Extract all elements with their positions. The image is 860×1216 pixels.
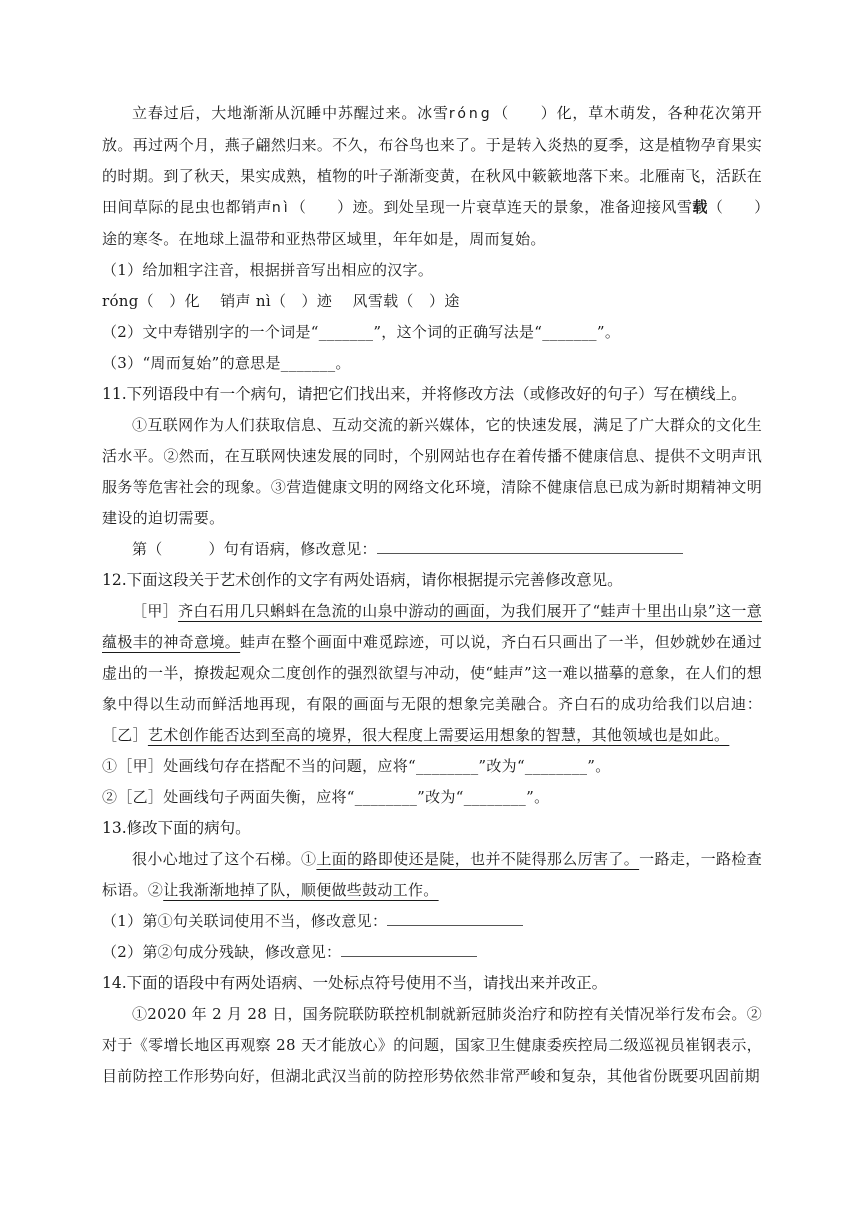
q10-sub3: （3）“周而复始”的意思是_______。 bbox=[102, 354, 351, 372]
q13-passage-start: 很小心地过了这个石梯。① bbox=[132, 850, 317, 868]
q12-answer-1: ①［甲］处画线句存在搭配不当的问题，应将“________”改为“________”。 bbox=[102, 757, 611, 775]
q11-title: 11.下列语段中有一个病句，请把它们找出来，并将修改方法（或修改好的句子）写在横线上。 bbox=[102, 385, 747, 403]
q10-sub1-answers: róng（ ）化 销声 nì（ ）迹 风雪载（ ）途 bbox=[102, 292, 460, 310]
q10-sub2: （2）文中寿错别字的一个词是“_______”，这个词的正确写法是“_______”。 bbox=[102, 323, 621, 341]
document-content bbox=[102, 98, 762, 1092]
q12-title: 12.下面这段关于艺术创作的文字有两处语病，请你根据提示完善修改意见。 bbox=[102, 571, 623, 589]
q12-jia-label: ［甲］ bbox=[132, 602, 179, 620]
bold-char-zai: 载 bbox=[692, 198, 708, 216]
q13-title: 13.修改下面的病句。 bbox=[102, 819, 251, 837]
passage-10 bbox=[102, 98, 762, 255]
pinyin-ni: nì bbox=[271, 200, 291, 216]
q10-sub1: （1）给加粗字注音，根据拼音写出相应的汉字。 bbox=[102, 261, 434, 279]
q11-passage: ①互联网作为人们获取信息、互动交流的新兴媒体，它的快速发展，满足了广大群众的文化生活水平。②然而，在互联网快速发展的同时，个别网站也存在着传播不健康信息、提供不文明声讯服务等危害社会的现象。③营造健康文明的网络文化环境，清除不健康信息已成为新时期精神文明建设的迫切需要。 bbox=[102, 416, 762, 527]
q13-passage-mid: 一路走，一路检查标语。② bbox=[102, 850, 762, 899]
q13-sub2 bbox=[102, 937, 762, 968]
q12-jia-sentence: 齐白石用几只蝌蚪在急流的山泉中游动的画面，为我们展开了“蛙声十里出山泉”这一意蕴极丰的神奇意境。 bbox=[102, 602, 763, 651]
q11-answer-line[interactable] bbox=[377, 537, 683, 554]
q13-sub2-label: （2）第②句成分残缺，修改意见： bbox=[102, 943, 342, 961]
q13-passage bbox=[102, 844, 762, 906]
q12-middle: 蛙声在整个画面中难觅踪迹，可以说，齐白石只画出了一半，但妙就妙在通过虚出的一半，撩拨起观众二度创作的强烈欲望与冲动，使“蛙声”这一难以描摹的意象，在人们的想象中得以生动而鲜活地再现，有限的画面与无限的想象完美融合。齐白石的成功给我们以启迪： bbox=[102, 633, 762, 713]
passage-10-text-d: （ ）途的寒冬。在地球上温带和亚热带区域里，年年如是，周而复始。 bbox=[102, 198, 762, 248]
q13-sub2-answer-line[interactable] bbox=[341, 940, 477, 957]
passage-10-text-c: （ ）迹。到处呈现一片衰草连天的景象，准备迎接风雪 bbox=[290, 198, 693, 216]
q13-sentence-1: 上面的路即使还是陡，也并不陡得那么厉害了。 bbox=[316, 850, 640, 868]
q12-yi-sentence: 艺术创作能否达到至高的境界，很大程度上需要运用想象的智慧，其他领域也是如此。 bbox=[147, 726, 730, 744]
q13-sub1-answer-line[interactable] bbox=[387, 909, 523, 926]
q12-passage bbox=[102, 596, 762, 751]
pinyin-rong: róng bbox=[448, 106, 493, 122]
q13-sub1-label: （1）第①句关联词使用不当，修改意见： bbox=[102, 912, 388, 930]
q12-yi-label: ［乙］ bbox=[102, 726, 148, 744]
passage-10-text-b: （ ）化，草木萌发，各种花次第开放。再过两个月，燕子翩然归来。不久，布谷鸟也来了。于是转入炎热的夏季，这是植物孕育果实的时期。到了秋天，果实成熟，植物的叶子渐渐变黄，在秋风中簌簌地落下来。北雁南飞，活跃在田间草际的昆虫也都销声 bbox=[102, 104, 762, 216]
q13-sentence-2: 让我渐渐地掉了队，顺便做些鼓动工作。 bbox=[163, 881, 439, 899]
q14-title: 14.下面的语段中有两处语病、一处标点符号使用不当，请找出来并改正。 bbox=[102, 974, 608, 992]
q14-passage: ①2020 年 2 月 28 日，国务院联防联控机制就新冠肺炎治疗和防控有关情况举行发布会。②对于《零增长地区再观察 28 天才能放心》的问题，国家卫生健康委疾控局二级巡视员崔钢表示，目前防控工作形势向好，但湖北武汉当前的防控形势依然非常严峻和复杂，其他省份既要巩固前期 bbox=[102, 1005, 762, 1085]
q11-answer-prefix: 第（ ）句有语病，修改意见： bbox=[132, 540, 377, 558]
q11-answer bbox=[102, 534, 762, 565]
q13-sub1 bbox=[102, 906, 762, 937]
q12-answer-2: ②［乙］处画线句子两面失衡，应将“________”改为“________”。 bbox=[102, 788, 550, 806]
passage-10-text-a: 立春过后，大地渐渐从沉睡中苏醒过来。冰雪 bbox=[132, 104, 449, 122]
